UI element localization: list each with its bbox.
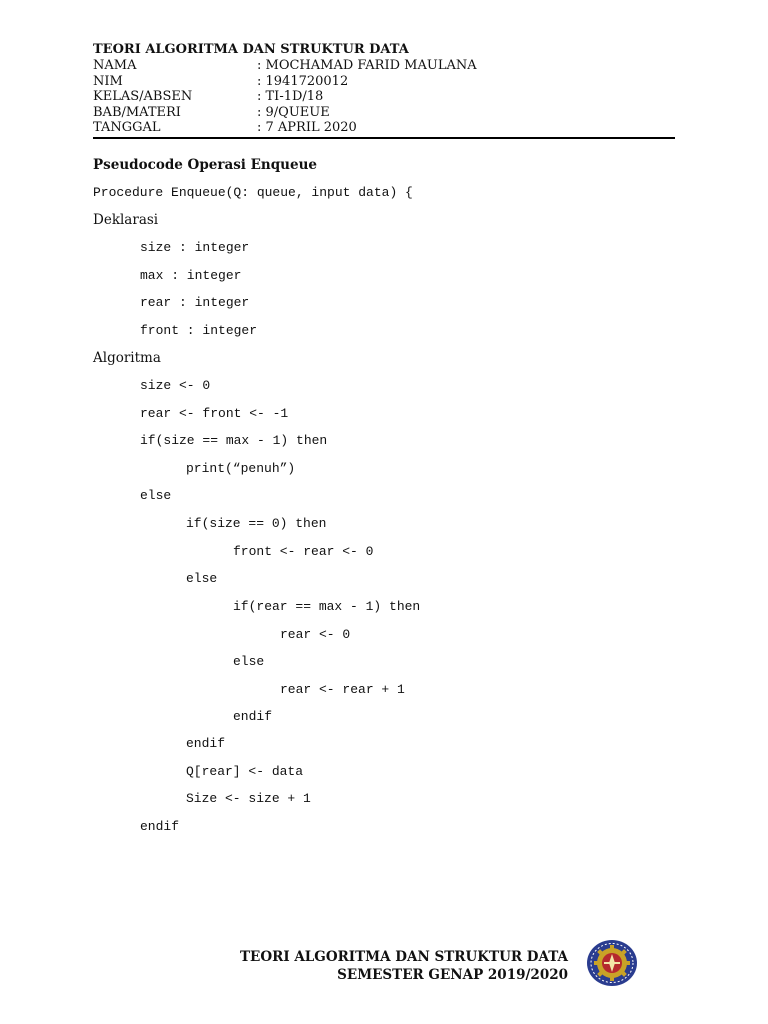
code-line: Q[rear] <- data <box>186 764 304 779</box>
code-line: rear <- rear + 1 <box>280 682 405 697</box>
code-line: endif <box>186 736 226 751</box>
footer-line-2: SEMESTER GENAP 2019/2020 <box>337 967 568 983</box>
code-line: endif <box>233 709 273 724</box>
footer-line-1: TEORI ALGORITMA DAN STRUKTUR DATA <box>240 949 568 965</box>
code-line: if(size == 0) then <box>186 516 327 531</box>
code-line: if(rear == max - 1) then <box>233 599 421 614</box>
algoritma-heading: Algoritma <box>93 350 161 366</box>
header-field-bab <box>93 105 675 121</box>
code-line: print(“penuh”) <box>186 461 296 476</box>
code-line: rear <- 0 <box>280 627 351 642</box>
code-line: rear <- front <- -1 <box>140 406 289 421</box>
field-value: : 7 APRIL 2020 <box>257 120 357 135</box>
code-line: else <box>233 654 265 669</box>
code-line: Size <- size + 1 <box>186 791 311 806</box>
code-line: endif <box>140 819 180 834</box>
header-field-tanggal <box>93 120 675 136</box>
field-value: : TI-1D/18 <box>257 89 324 104</box>
page-footer <box>240 948 568 984</box>
document-header <box>93 42 675 136</box>
header-divider <box>93 137 675 139</box>
code-line: size <- 0 <box>140 378 211 393</box>
section-title: Pseudocode Operasi Enqueue <box>93 157 317 173</box>
field-label: TANGGAL <box>93 120 161 135</box>
code-line: size : integer <box>140 240 250 255</box>
code-line: rear : integer <box>140 295 250 310</box>
header-field-nim <box>93 74 675 90</box>
field-value: : MOCHAMAD FARID MAULANA <box>257 58 477 73</box>
code-line: if(size == max - 1) then <box>140 433 328 448</box>
field-value: : 9/QUEUE <box>257 104 330 120</box>
field-label: NIM <box>93 73 123 89</box>
field-label: NAMA <box>93 58 137 73</box>
code-line: front <- rear <- 0 <box>233 544 374 559</box>
code-line: else <box>186 571 218 586</box>
header-field-nama <box>93 58 675 74</box>
deklarasi-heading: Deklarasi <box>93 212 159 228</box>
field-label: KELAS/ABSEN <box>93 89 193 104</box>
university-seal-icon <box>586 939 638 987</box>
field-value: : 1941720012 <box>257 73 349 89</box>
code-line: front : integer <box>140 323 258 338</box>
code-line: max : integer <box>140 268 242 283</box>
header-title: TEORI ALGORITMA DAN STRUKTUR DATA <box>93 42 409 57</box>
field-label: BAB/MATERI <box>93 104 181 120</box>
code-line: else <box>140 488 172 503</box>
procedure-line: Procedure Enqueue(Q: queue, input data) { <box>93 185 413 200</box>
header-field-kelas <box>93 89 675 105</box>
